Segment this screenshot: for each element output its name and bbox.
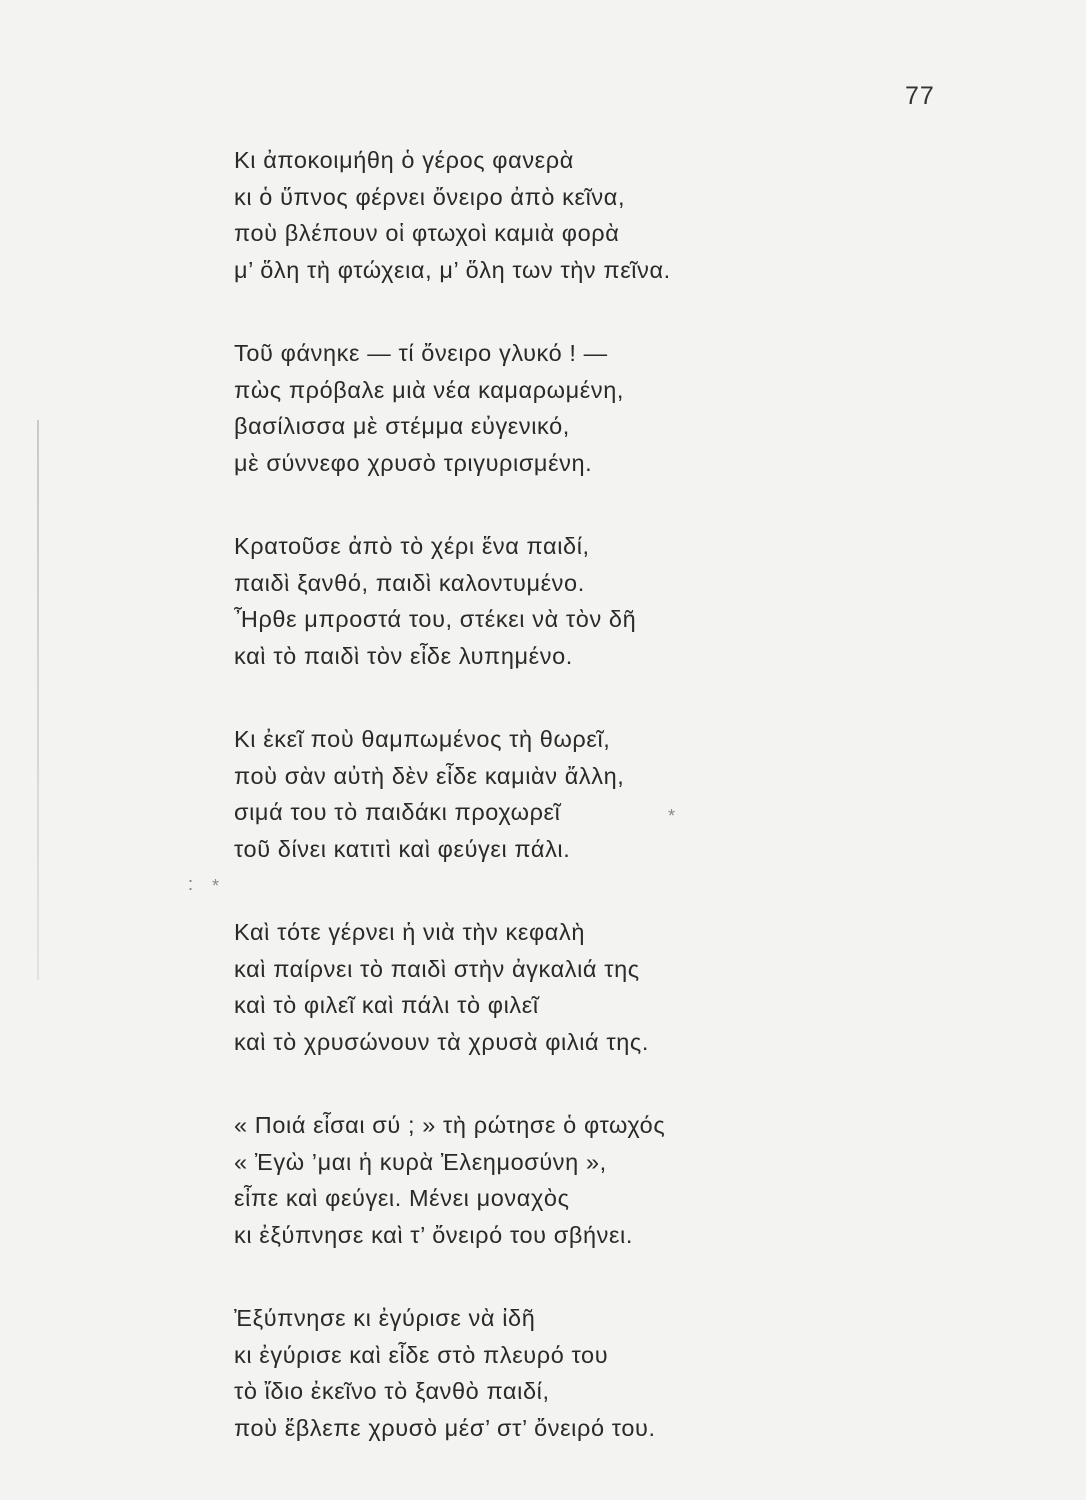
poem-line: καὶ τὸ χρυσώνουν τὰ χρυσὰ φιλιά της. <box>234 1028 649 1055</box>
poem-line: κι ὁ ὕπνος φέρνει ὄνειρο ἀπὸ κεῖνα, <box>234 183 626 210</box>
stanza-1 <box>234 142 834 288</box>
poem-line: σιμά του τὸ παιδάκι προχωρεῖ <box>234 799 561 825</box>
poem-line: μὲ σύννεφο χρυσὸ τριγυρισμένη. <box>234 449 593 476</box>
poem-line: κι ἐξύπνησε καὶ τ’ ὄνειρό του σβήνει. <box>234 1221 634 1248</box>
poem-line: εἶπε καὶ φεύγει. Μένει μοναχὸς <box>234 1185 570 1211</box>
poem-line: ποὺ βλέπουν οἱ φτωχοὶ καμιὰ φορὰ <box>234 220 620 246</box>
asterisk-mark: * <box>212 876 220 896</box>
poem-line: Τοῦ φάνηκε — τί ὄνειρο γλυκό ! — <box>234 340 608 366</box>
stanza-5 <box>234 914 834 1060</box>
poem-line: κι ἐγύρισε καὶ εἶδε στὸ πλευρό του <box>234 1341 609 1368</box>
poem-line: « Ποιά εἶσαι σύ ; » τὴ ρώτησε ὁ φτωχός <box>234 1112 666 1138</box>
poem-line: καὶ τὸ παιδὶ τὸν εἶδε λυπημένο. <box>234 642 573 669</box>
poem-line: τοῦ δίνει κατιτὶ καὶ φεύγει πάλι. <box>234 835 571 862</box>
poem-line: παιδὶ ξανθό, παιδὶ καλοντυμένο. <box>234 569 585 596</box>
poem-line: πὼς πρόβαλε μιὰ νέα καμαρωμένη, <box>234 376 624 403</box>
stanza-6 <box>234 1107 834 1253</box>
poem-line: Καὶ τότε γέρνει ἡ νιὰ τὴν κεφαλὴ <box>234 919 585 945</box>
stanza-3 <box>234 528 834 674</box>
poem-line: « Ἐγὼ ’μαι ἡ κυρὰ Ἐλεημοσύνη », <box>234 1148 607 1175</box>
asterisk-mark: * <box>668 806 676 826</box>
poem-line: βασίλισσα μὲ στέμμα εὐγενικό, <box>234 413 570 439</box>
poem-line: ποὺ σὰν αὐτὴ δὲν εἶδε καμιὰν ἄλλη, <box>234 762 625 789</box>
poem-line: Κι ἀποκοιμήθη ὁ γέρος φανερὰ <box>234 147 574 173</box>
poem <box>234 142 834 1493</box>
poem-line: Κρατοῦσε ἀπὸ τὸ χέρι ἕνα παιδί, <box>234 533 590 559</box>
poem-line: ποὺ ἔβλεπε χρυσὸ μέσ’ στ’ ὄνειρό του. <box>234 1414 656 1441</box>
poem-line: Κι ἐκεῖ ποὺ θαμπωμένος τὴ θωρεῖ, <box>234 726 611 752</box>
poem-line: Ἐξύπνησε κι ἐγύρισε νὰ ἰδῆ <box>234 1305 536 1331</box>
stanza-4 <box>234 721 834 867</box>
poem-line: μ’ ὅλη τὴ φτώχεια, μ’ ὅλη των τὴν πεῖνα. <box>234 256 671 283</box>
poem-line: καὶ τὸ φιλεῖ καὶ πάλι τὸ φιλεῖ <box>234 992 539 1018</box>
poem-line: καὶ παίρνει τὸ παιδὶ στὴν ἀγκαλιά της <box>234 955 640 982</box>
stanza-2 <box>234 335 834 481</box>
stanza-7 <box>234 1300 834 1446</box>
poem-line: τὸ ἴδιο ἐκεῖνο τὸ ξανθὸ παιδί, <box>234 1378 550 1404</box>
poem-line: Ἦρθε μπροστά του, στέκει νὰ τὸν δῆ <box>234 606 637 632</box>
page-number: 77 <box>905 82 935 110</box>
dot-mark: : <box>188 874 194 894</box>
margin-crease <box>37 420 39 980</box>
